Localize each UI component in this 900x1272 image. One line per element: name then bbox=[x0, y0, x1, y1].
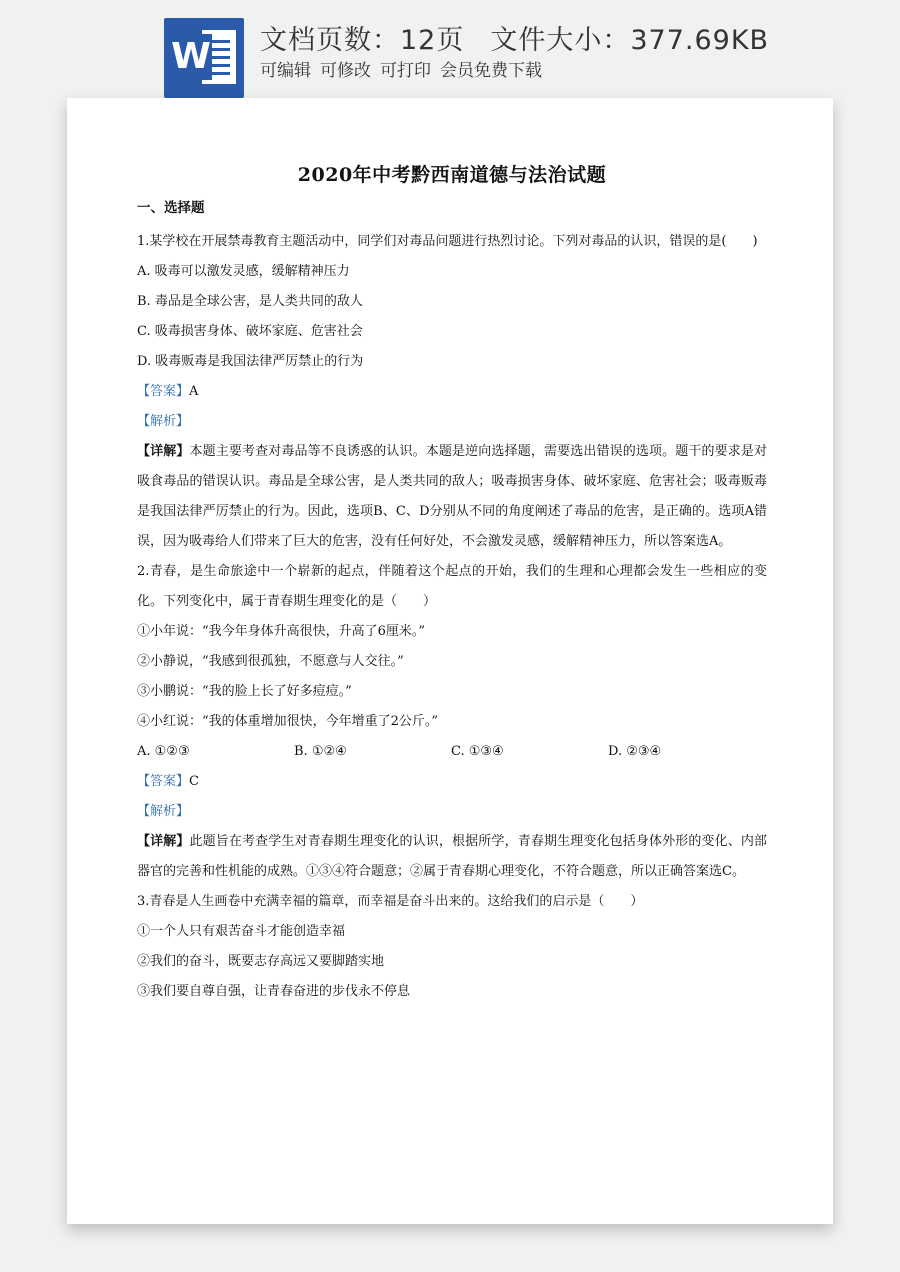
question-2-answer bbox=[137, 767, 767, 797]
detail-label: 【详解】 bbox=[137, 444, 190, 459]
question-1-option-c: C. 吸毒损害身体、破坏家庭、危害社会 bbox=[137, 324, 363, 339]
word-letter: W bbox=[170, 34, 212, 80]
document-page bbox=[67, 98, 833, 1224]
question-2-option-d: D. ②③④ bbox=[608, 744, 662, 759]
document-title: 2020年中考黔西南道德与法治试题 bbox=[297, 164, 607, 186]
answer-value: C bbox=[189, 774, 199, 789]
question-1-answer bbox=[137, 377, 767, 407]
word-document-icon bbox=[164, 18, 244, 98]
question-2-item-2: ②小静说，“我感到很孤独，不愿意与人交往。” bbox=[137, 654, 404, 669]
question-2-option-a: A. ①②③ bbox=[137, 744, 190, 759]
question-1-option-b: B. 毒品是全球公害，是人类共同的敌人 bbox=[137, 294, 363, 309]
question-3-item-1: ①一个人只有艰苦奋斗才能创造幸福 bbox=[137, 924, 346, 939]
answer-label: 【答案】 bbox=[137, 774, 190, 789]
page-count: 文档页数：12页 bbox=[260, 25, 465, 56]
question-2-option-c: C. ①③④ bbox=[451, 744, 504, 759]
question-2-stem: 2.青春，是生命旅途中一个崭新的起点，伴随着这个起点的开始，我们的生理和心理都会发生一些相应的变化。下列变化中，属于青春期生理变化的是（ ） bbox=[137, 564, 767, 609]
question-1-analysis-label: 【解析】 bbox=[137, 414, 190, 429]
question-1-option-a: A. 吸毒可以激发灵感，缓解精神压力 bbox=[137, 264, 350, 279]
detail-text: 本题主要考查对毒品等不良诱惑的认识。本题是逆向选择题，需要选出错误的选项。题干的要求是对吸食毒品的错误认识。毒品是全球公害，是人类共同的敌人；吸毒损害身体、破坏家庭、危害社会；吸毒贩毒是我国法律严厉禁止的行为。因此，选项B、C、D分别从不同的角度阐述了毒品的危害，是正确的。选项A错误，因为吸毒给人们带来了巨大的危害，没有任何好处，不会激发灵感，缓解精神压力，所以答案选A。 bbox=[137, 444, 767, 549]
section-heading: 一、选择题 bbox=[137, 200, 205, 216]
document-info-banner bbox=[0, 0, 900, 100]
question-1-option-d: D. 吸毒贩毒是我国法律严厉禁止的行为 bbox=[137, 354, 364, 369]
feature-modifiable: 可修改 bbox=[320, 61, 371, 81]
banner-title bbox=[260, 18, 769, 57]
question-1-stem: 1.某学校在开展禁毒教育主题活动中，同学们对毒品问题进行热烈讨论。下列对毒品的认识，错误的是( ) bbox=[137, 234, 758, 249]
question-2-item-1: ①小年说：“我今年身体升高很快，升高了6厘米。” bbox=[137, 624, 426, 639]
question-2-item-3: ③小鹏说：“我的脸上长了好多痘痘。” bbox=[137, 684, 352, 699]
question-2-detail bbox=[137, 827, 767, 887]
question-3-item-2: ②我们的奋斗，既要志存高远又要脚踏实地 bbox=[137, 954, 385, 969]
answer-label: 【答案】 bbox=[137, 384, 190, 399]
feature-printable: 可打印 bbox=[380, 61, 431, 81]
file-size: 文件大小：377.69KB bbox=[490, 25, 770, 56]
question-2-item-4: ④小红说：“我的体重增加很快，今年增重了2公斤。” bbox=[137, 714, 439, 729]
question-2-options bbox=[137, 737, 767, 767]
question-2-analysis-label: 【解析】 bbox=[137, 804, 190, 819]
detail-label: 【详解】 bbox=[137, 834, 190, 849]
question-3-stem: 3.青春是人生画卷中充满幸福的篇章，而幸福是奋斗出来的。这给我们的启示是（ ） bbox=[137, 894, 644, 909]
question-3-item-3: ③我们要自尊自强，让青春奋进的步伐永不停息 bbox=[137, 984, 411, 999]
banner-features bbox=[260, 56, 551, 81]
answer-value: A bbox=[189, 384, 199, 399]
feature-member-download: 会员免费下载 bbox=[440, 61, 542, 81]
question-2-option-b: B. ①②④ bbox=[294, 744, 347, 759]
feature-editable: 可编辑 bbox=[260, 61, 311, 81]
detail-text: 此题旨在考查学生对青春期生理变化的认识，根据所学，青春期生理变化包括身体外形的变化、内部器官的完善和性机能的成熟。①③④符合题意；②属于青春期心理变化，不符合题意，所以正确答案选C。 bbox=[137, 834, 767, 879]
document-content bbox=[137, 160, 767, 1007]
question-1-detail bbox=[137, 437, 767, 557]
